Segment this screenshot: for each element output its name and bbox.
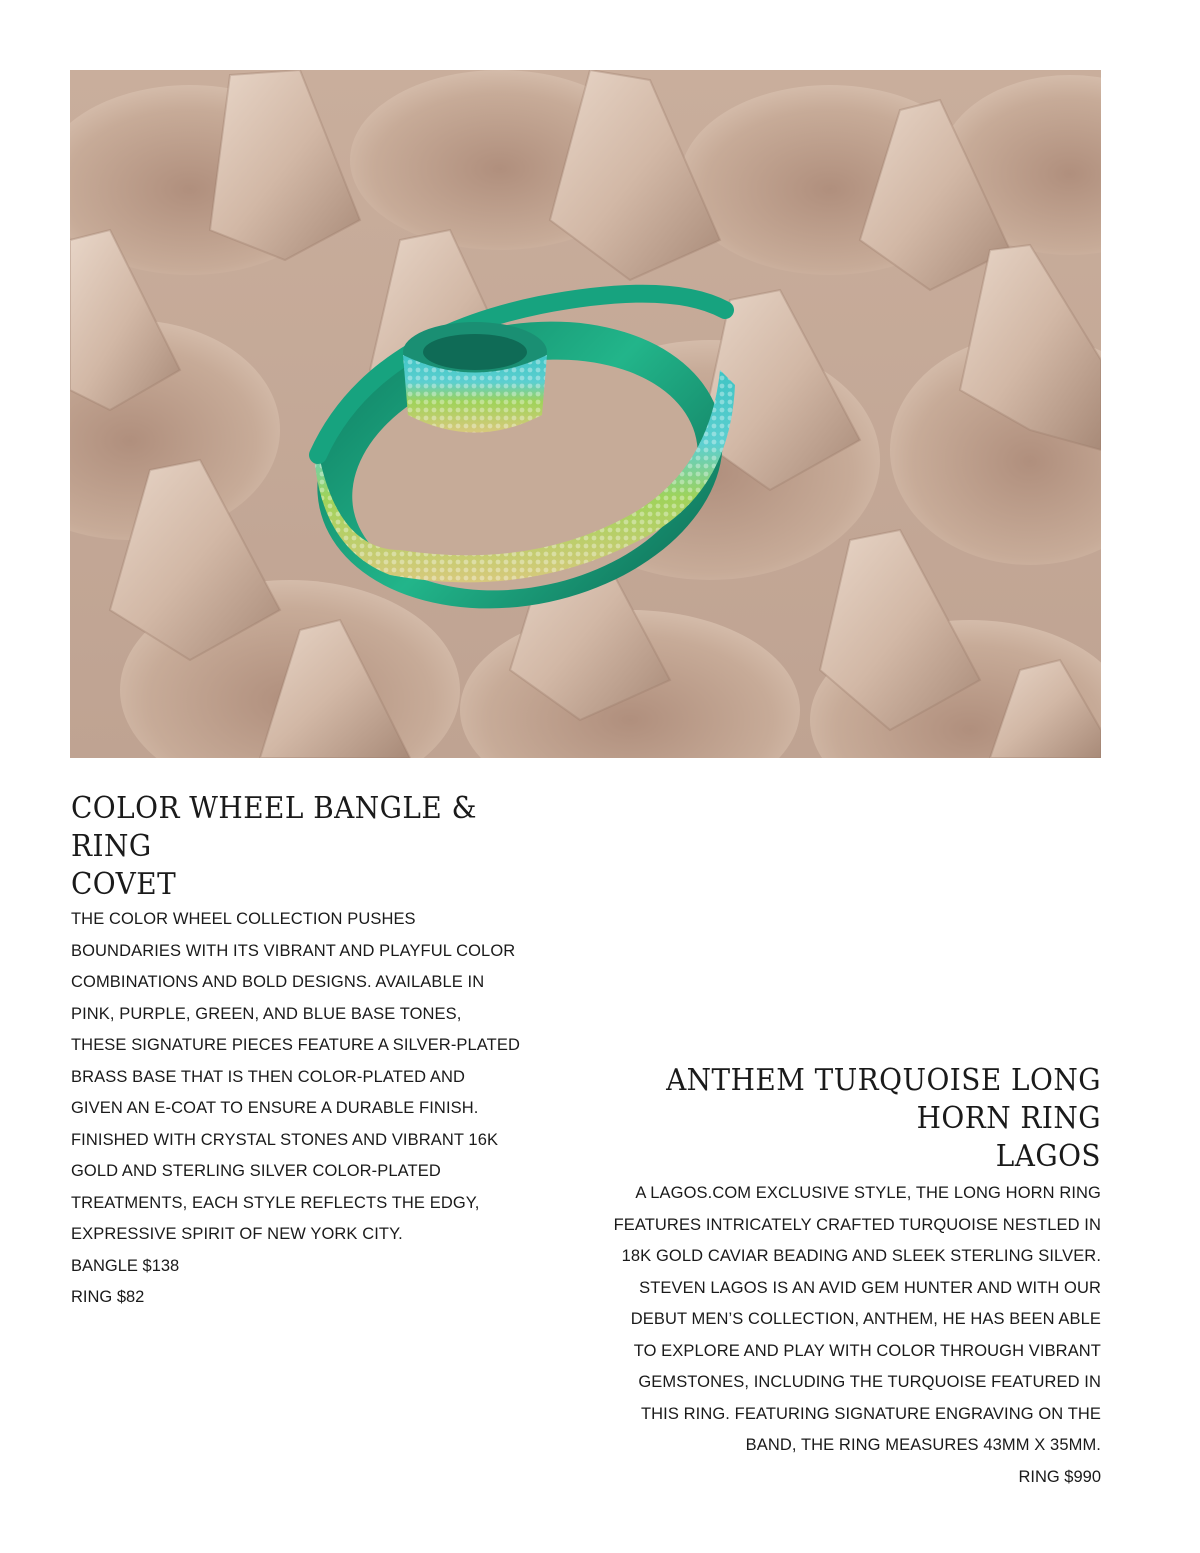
product-title: COLOR WHEEL BANGLE & RING — [71, 791, 477, 864]
product-brand: LAGOS — [995, 1139, 1101, 1174]
hero-product-photo — [70, 70, 1101, 758]
price-ring: RING $990 — [1018, 1467, 1101, 1486]
product-brand: COVET — [71, 867, 177, 902]
product-title: ANTHEM TURQUOISE LONG HORN RING — [666, 1063, 1101, 1136]
product-card-color-wheel — [71, 790, 521, 1314]
price-bangle: BANGLE $138 — [71, 1256, 180, 1275]
product-description: THE COLOR WHEEL COLLECTION PUSHES BOUNDARIES WITH ITS VIBRANT AND PLAYFUL COLOR COMBINATIONS AND BOLD DESIGNS. AVAILABLE IN PINK, PURPLE, GREEN, AND BLUE BASE TONES, THESE SIGNATURE PIECES FEATURE A SILVER-PLATED BRASS BASE THAT IS THEN COLOR-PLATED AND GIVEN AN E-COAT TO ENSURE A DURABLE FINISH. FINISHED WITH CRYSTAL STONES AND VIBRANT 16K GOLD AND STERLING SILVER COLOR-PLATED TREATMENTS, EACH STYLE REFLECTS THE EDGY, EXPRESSIVE SPIRIT OF NEW YORK CITY. — [71, 910, 520, 1243]
product-description: A LAGOS.COM EXCLUSIVE STYLE, THE LONG HORN RING FEATURES INTRICATELY CRAFTED TURQUOISE NESTLED IN 18K GOLD CAVIAR BEADING AND SLEEK STERLING SILVER. STEVEN LAGOS IS AN AVID GEM HUNTER AND WITH OUR DEBUT MEN’S COLLECTION, ANTHEM, HE HAS BEEN ABLE TO EXPLORE AND PLAY WITH COLOR THROUGH VIBRANT GEMSTONES, INCLUDING THE TURQUOISE FEATURED IN THIS RING. FEATURING SIGNATURE ENGRAVING ON THE BAND, THE RING MEASURES 43MM X 35MM. — [613, 1184, 1101, 1454]
price-ring: RING $82 — [71, 1288, 145, 1306]
product-card-anthem-ring — [611, 1062, 1101, 1493]
